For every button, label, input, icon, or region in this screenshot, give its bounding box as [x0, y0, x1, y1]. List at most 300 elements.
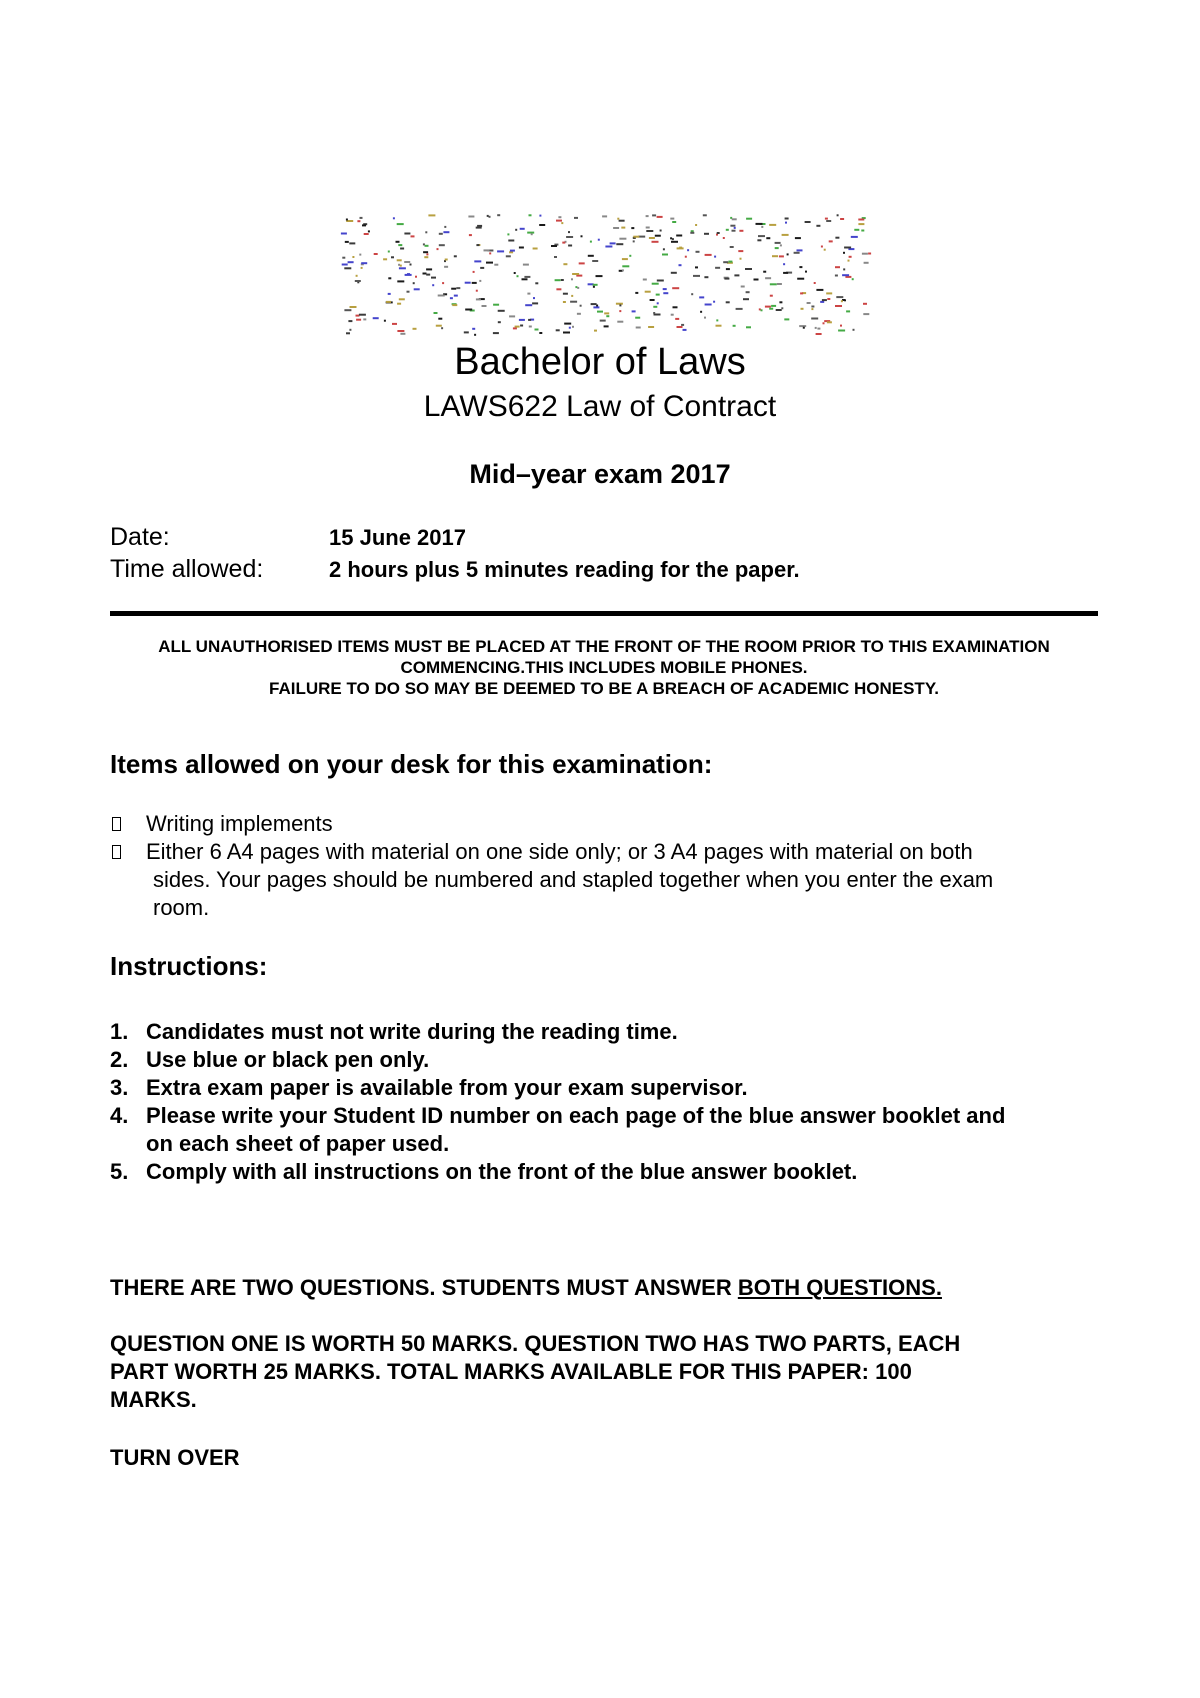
logo-pixel — [823, 322, 825, 324]
logo-pixel — [714, 256, 716, 258]
logo-pixel — [373, 317, 379, 319]
logo-pixel — [862, 253, 868, 255]
logo-pixel — [554, 256, 557, 258]
logo-pixel — [662, 254, 668, 256]
list-item-text: Either 6 A4 pages with material on one side only; or 3 A4 pages with material on both — [146, 839, 973, 864]
logo-pixel — [346, 219, 348, 221]
logo-pixel — [577, 313, 581, 315]
logo-pixel — [782, 234, 789, 236]
list-item-text: Writing implements — [146, 811, 333, 836]
list-item-text: room. — [153, 895, 210, 920]
logo-pixel — [704, 233, 709, 235]
logo-pixel — [342, 264, 348, 266]
logo-pixel — [635, 292, 638, 294]
logo-pixel — [657, 302, 659, 304]
time-allowed-value: 2 hours plus 5 minutes reading for the paper. — [329, 557, 800, 582]
logo-pixel — [775, 247, 779, 249]
instruction-text: Extra exam paper is available from your exam supervisor. — [146, 1075, 748, 1100]
logo-pixel — [590, 241, 592, 243]
instruction-item — [110, 1102, 1120, 1158]
logo-pixel — [610, 242, 616, 244]
logo-pixel — [650, 299, 655, 301]
logo-pixel — [799, 325, 806, 327]
logo-pixel — [569, 327, 571, 329]
logo-pixel — [410, 264, 412, 266]
logo-pixel — [811, 308, 813, 310]
logo-pixel — [681, 324, 684, 326]
logo-pixel — [425, 231, 427, 233]
logo-pixel — [473, 271, 475, 273]
logo-pixel — [437, 248, 439, 250]
logo-pixel — [528, 319, 531, 321]
logo-pixel — [863, 313, 869, 315]
logo-pixel — [392, 323, 397, 325]
logo-pixel — [472, 328, 475, 330]
logo-pixel — [527, 293, 530, 295]
logo-pixel — [509, 251, 513, 253]
logo-pixel — [670, 237, 672, 239]
logo-pixel — [821, 246, 823, 248]
logo-pixel — [779, 301, 782, 303]
logo-pixel — [363, 318, 366, 320]
logo-pixel — [783, 263, 785, 265]
logo-pixel — [344, 267, 351, 269]
logo-pixel — [622, 265, 629, 267]
logo-pixel — [699, 296, 704, 298]
logo-pixel — [858, 223, 864, 225]
logo-pixel — [732, 230, 736, 232]
logo-pixel — [535, 282, 538, 284]
logo-pixel — [643, 279, 647, 281]
logo-pixel — [843, 252, 845, 254]
logo-pixel — [434, 312, 438, 314]
logo-pixel — [480, 267, 484, 269]
logo-pixel — [840, 218, 844, 220]
logo-pixel — [679, 264, 682, 266]
logo-pixel — [822, 299, 827, 301]
logo-pixel — [426, 274, 430, 276]
instruction-text: Use blue or black pen only. — [146, 1047, 430, 1072]
logo-pixel — [826, 292, 832, 294]
logo-pixel — [605, 246, 612, 248]
logo-pixel — [824, 249, 826, 251]
logo-pixel — [746, 291, 750, 293]
list-item — [110, 838, 1110, 922]
logo-pixel — [633, 236, 639, 238]
logo-pixel — [414, 288, 420, 290]
logo-pixel — [724, 278, 729, 280]
logo-pixel — [465, 282, 471, 284]
logo-pixel — [598, 239, 600, 241]
logo-pixel — [428, 214, 435, 216]
instruction-number: 4. — [110, 1103, 129, 1128]
logo-pixel — [604, 325, 609, 327]
items-allowed-heading: Items allowed on your desk for this examination: — [110, 749, 713, 779]
logo-pixel — [524, 276, 530, 278]
instruction-number: 5. — [110, 1159, 129, 1184]
logo-pixel — [359, 314, 366, 316]
logo-pixel — [843, 268, 845, 270]
instruction-text: on each sheet of paper used. — [146, 1131, 450, 1156]
logo-pixel — [705, 254, 712, 256]
logo-pixel — [785, 222, 787, 224]
logo-pixel — [563, 263, 567, 265]
logo-pixel — [672, 238, 674, 240]
logo-pixel — [397, 303, 401, 305]
logo-pixel — [677, 326, 683, 328]
logo-pixel — [472, 282, 477, 284]
logo-pixel — [663, 248, 665, 250]
horizontal-divider — [110, 611, 1098, 616]
warning-line: ALL UNAUTHORISED ITEMS MUST BE PLACED AT THE FRONT OF THE ROOM PRIOR TO THIS EXAMINATION — [158, 637, 1050, 656]
logo-pixel — [817, 328, 820, 330]
logo-pixel — [345, 241, 349, 243]
logo-pixel — [864, 262, 869, 264]
logo-pixel — [619, 304, 621, 306]
logo-pixel — [563, 301, 566, 303]
logo-pixel — [646, 215, 649, 217]
unauthorised-items-warning — [110, 636, 1098, 699]
instruction-text: Comply with all instructions on the front of the blue answer booklet. — [146, 1159, 858, 1184]
logo-pixel — [454, 295, 458, 297]
logo-pixel — [844, 299, 846, 301]
logo-pixel — [489, 216, 491, 218]
logo-pixel — [515, 326, 520, 328]
logo-pixel — [568, 231, 570, 233]
logo-pixel — [413, 282, 415, 284]
logo-pixel — [835, 266, 840, 268]
logo-pixel — [558, 216, 561, 218]
logo-pixel — [863, 303, 867, 305]
logo-pixel — [781, 307, 783, 309]
logo-pixel — [497, 250, 504, 252]
logo-pixel — [432, 284, 434, 286]
logo-pixel — [704, 276, 708, 278]
logo-pixel — [571, 295, 573, 297]
logo-pixel — [431, 277, 436, 279]
logo-pixel — [525, 304, 532, 306]
logo-pixel — [657, 280, 664, 282]
list-item — [110, 810, 1110, 838]
logo-pixel — [489, 252, 491, 254]
logo-pixel — [361, 262, 367, 264]
logo-pixel — [424, 256, 428, 258]
logo-pixel — [476, 244, 479, 246]
logo-pixel — [816, 333, 822, 335]
logo-pixel — [743, 298, 749, 300]
bullet-box-icon — [112, 845, 121, 859]
logo-pixel — [723, 261, 728, 263]
institution-logo — [338, 212, 874, 338]
logo-pixel — [439, 233, 443, 235]
logo-pixel — [561, 222, 563, 224]
logo-pixel — [705, 304, 712, 306]
logo-pixel — [454, 255, 457, 257]
logo-pixel — [811, 318, 818, 320]
logo-pixel — [533, 248, 538, 250]
logo-pixel — [695, 224, 697, 226]
instruction-item — [110, 1074, 1120, 1102]
logo-pixel — [783, 272, 788, 274]
logo-pixel — [769, 224, 776, 226]
logo-pixel — [400, 248, 404, 250]
logo-pixel — [520, 228, 525, 230]
logo-pixel — [444, 266, 448, 268]
logo-pixel — [515, 229, 517, 231]
logo-pixel — [600, 320, 606, 322]
logo-pixel — [693, 275, 700, 277]
warning-line: FAILURE TO DO SO MAY BE DEEMED TO BE A BREACH OF ACADEMIC HONESTY. — [269, 679, 939, 698]
logo-pixel — [566, 236, 573, 238]
logo-pixel — [825, 218, 828, 220]
logo-pixel — [717, 232, 720, 234]
logo-pixel — [660, 230, 662, 232]
logo-pixel — [636, 327, 641, 329]
logo-pixel — [745, 268, 752, 270]
logo-pixel — [672, 287, 679, 289]
logo-pixel — [563, 332, 570, 334]
logo-pixel — [861, 230, 864, 232]
logo-pixel — [594, 330, 597, 332]
logo-pixel — [676, 235, 682, 237]
logo-pixel — [352, 256, 354, 258]
logo-pixel — [646, 230, 653, 232]
questions-notice — [110, 1274, 1120, 1302]
logo-pixel — [837, 214, 839, 216]
logo-pixel — [356, 319, 361, 321]
logo-pixel — [555, 279, 561, 281]
instruction-text: Candidates must not write during the reading time. — [146, 1019, 678, 1044]
logo-pixel — [498, 321, 501, 323]
logo-pixel — [716, 319, 718, 321]
logo-pixel — [653, 312, 655, 314]
logo-pixel — [671, 272, 677, 274]
logo-pixel — [464, 331, 469, 333]
logo-pixel — [820, 301, 824, 303]
logo-pixel — [700, 311, 702, 313]
logo-pixel — [803, 327, 805, 329]
logo-pixel — [675, 318, 679, 320]
logo-pixel — [486, 262, 493, 264]
logo-pixel — [797, 278, 804, 280]
logo-pixel — [398, 244, 402, 246]
logo-pixel — [529, 326, 532, 328]
logo-pixel — [510, 250, 515, 252]
logo-pixel — [388, 251, 390, 253]
logo-pixel — [574, 217, 578, 219]
logo-pixel — [533, 297, 535, 299]
logo-pixel — [579, 262, 585, 264]
questions-notice-emphasis: BOTH QUESTIONS. — [737, 1275, 942, 1300]
logo-pixel — [633, 240, 635, 242]
logo-pixel — [407, 273, 410, 275]
logo-pixel — [356, 275, 358, 277]
logo-pixel — [572, 326, 574, 328]
logo-pixel — [761, 309, 763, 311]
logo-pixel — [754, 279, 759, 281]
logo-pixel — [671, 314, 674, 316]
logo-pixel — [575, 286, 577, 288]
items-allowed-list — [110, 810, 1110, 922]
logo-pixel — [629, 255, 631, 257]
logo-pixel — [509, 315, 515, 317]
logo-pixel — [617, 321, 623, 323]
logo-pixel — [842, 274, 849, 276]
logo-pixel — [452, 304, 457, 306]
logo-pixel — [827, 298, 830, 300]
logo-pixel — [476, 227, 482, 229]
logo-pixel — [683, 329, 687, 331]
logo-pixel — [622, 269, 624, 271]
logo-pixel — [734, 274, 739, 276]
logo-pixel — [616, 243, 623, 245]
logo-pixel — [597, 311, 603, 313]
logo-pixel — [572, 273, 579, 275]
list-item-text: sides. Your pages should be numbered and stapled together when you enter the exam — [153, 867, 994, 892]
logo-pixel — [357, 220, 360, 222]
logo-pixel — [413, 328, 417, 330]
logo-pixel — [581, 235, 583, 237]
logo-pixel — [399, 298, 405, 300]
logo-pixel — [619, 238, 626, 240]
logo-pixel — [356, 315, 360, 317]
logo-pixel — [730, 246, 734, 248]
logo-pixel — [836, 296, 843, 298]
logo-pixel — [613, 227, 619, 229]
logo-pixel — [397, 259, 402, 261]
logo-pixel — [396, 241, 400, 243]
logo-pixel — [617, 218, 619, 220]
logo-pixel — [816, 289, 823, 291]
instructions-list — [110, 1018, 1120, 1186]
logo-pixel — [592, 260, 598, 262]
logo-pixel — [513, 327, 517, 329]
logo-pixel — [562, 242, 565, 244]
logo-pixel — [723, 237, 725, 239]
logo-pixel — [593, 306, 599, 308]
date-label: Date: — [110, 523, 170, 551]
logo-pixel — [593, 284, 598, 286]
logo-pixel — [673, 306, 678, 308]
logo-pixel — [670, 218, 674, 220]
logo-pixel — [734, 227, 736, 229]
logo-pixel — [646, 227, 650, 229]
logo-pixel — [577, 287, 579, 289]
logo-pixel — [758, 235, 765, 237]
logo-pixel — [652, 241, 659, 243]
logo-pixel — [604, 312, 609, 314]
logo-pixel — [519, 247, 524, 249]
logo-pixel — [757, 239, 761, 241]
logo-pixel — [596, 275, 603, 277]
logo-pixel — [493, 332, 499, 334]
logo-pixel — [746, 326, 751, 328]
logo-pixel — [508, 240, 514, 242]
logo-pixel — [494, 264, 498, 266]
logo-pixel — [685, 256, 687, 258]
logo-pixel — [507, 233, 509, 235]
logo-pixel — [785, 218, 789, 220]
logo-pixel — [529, 214, 532, 216]
marks-notice-line: MARKS. — [110, 1387, 197, 1412]
logo-pixel — [738, 250, 743, 252]
logo-pixel — [728, 261, 732, 263]
logo-pixel — [442, 282, 444, 284]
logo-pixel — [672, 221, 676, 223]
instruction-number: 1. — [110, 1019, 129, 1044]
logo-pixel — [769, 308, 773, 310]
logo-pixel — [726, 229, 729, 231]
logo-pixel — [807, 302, 811, 304]
logo-pixel — [800, 292, 803, 294]
logo-pixel — [814, 282, 816, 284]
logo-pixel — [539, 215, 541, 217]
logo-pixel — [770, 283, 777, 285]
logo-pixel — [374, 253, 378, 255]
logo-pixel — [780, 244, 782, 246]
logo-pixel — [826, 220, 831, 222]
logo-pixel — [732, 218, 737, 220]
logo-pixel — [851, 236, 858, 238]
logo-pixel — [635, 317, 640, 319]
logo-pixel — [349, 242, 355, 244]
logo-pixel — [835, 275, 838, 277]
logo-pixel — [400, 333, 405, 335]
logo-pixel — [571, 278, 573, 280]
logo-pixel — [514, 272, 516, 274]
instructions-heading: Instructions: — [110, 951, 268, 981]
logo-pixel — [349, 329, 351, 331]
logo-pixel — [436, 325, 442, 327]
logo-pixel — [716, 325, 722, 327]
logo-pixel — [556, 329, 560, 331]
logo-pixel — [493, 304, 499, 306]
instruction-number: 3. — [110, 1075, 129, 1100]
logo-pixel — [568, 245, 572, 247]
logo-pixel — [487, 215, 489, 217]
logo-pixel — [799, 266, 802, 268]
logo-pixel — [835, 237, 839, 239]
logo-pixel — [765, 277, 771, 279]
logo-pixel — [771, 305, 776, 307]
logo-pixel — [355, 280, 361, 282]
logo-pixel — [619, 310, 621, 312]
logo-pixel — [469, 234, 472, 236]
logo-pixel — [787, 253, 789, 255]
logo-pixel — [687, 249, 689, 251]
logo-pixel — [423, 273, 427, 275]
logo-pixel — [362, 224, 366, 226]
logo-pixel — [704, 317, 706, 319]
logo-pixel — [438, 295, 445, 297]
logo-pixel — [498, 310, 505, 312]
logo-pixel — [407, 291, 410, 293]
logo-pixel — [733, 325, 736, 327]
logo-pixel — [766, 237, 770, 239]
logo-pixel — [359, 254, 361, 256]
logo-pixel — [779, 255, 784, 257]
logo-pixel — [479, 280, 481, 282]
warning-line: COMMENCING.THIS INCLUDES MOBILE PHONES. — [400, 658, 808, 677]
course-title: LAWS622 Law of Contract — [423, 390, 777, 423]
logo-pixel — [741, 286, 745, 288]
logo-pixel — [805, 221, 811, 223]
logo-pixel — [563, 293, 568, 295]
logo-pixel — [815, 327, 817, 329]
instruction-number: 2. — [110, 1047, 129, 1072]
logo-pixel — [517, 275, 519, 277]
logo-pixel — [730, 225, 735, 227]
